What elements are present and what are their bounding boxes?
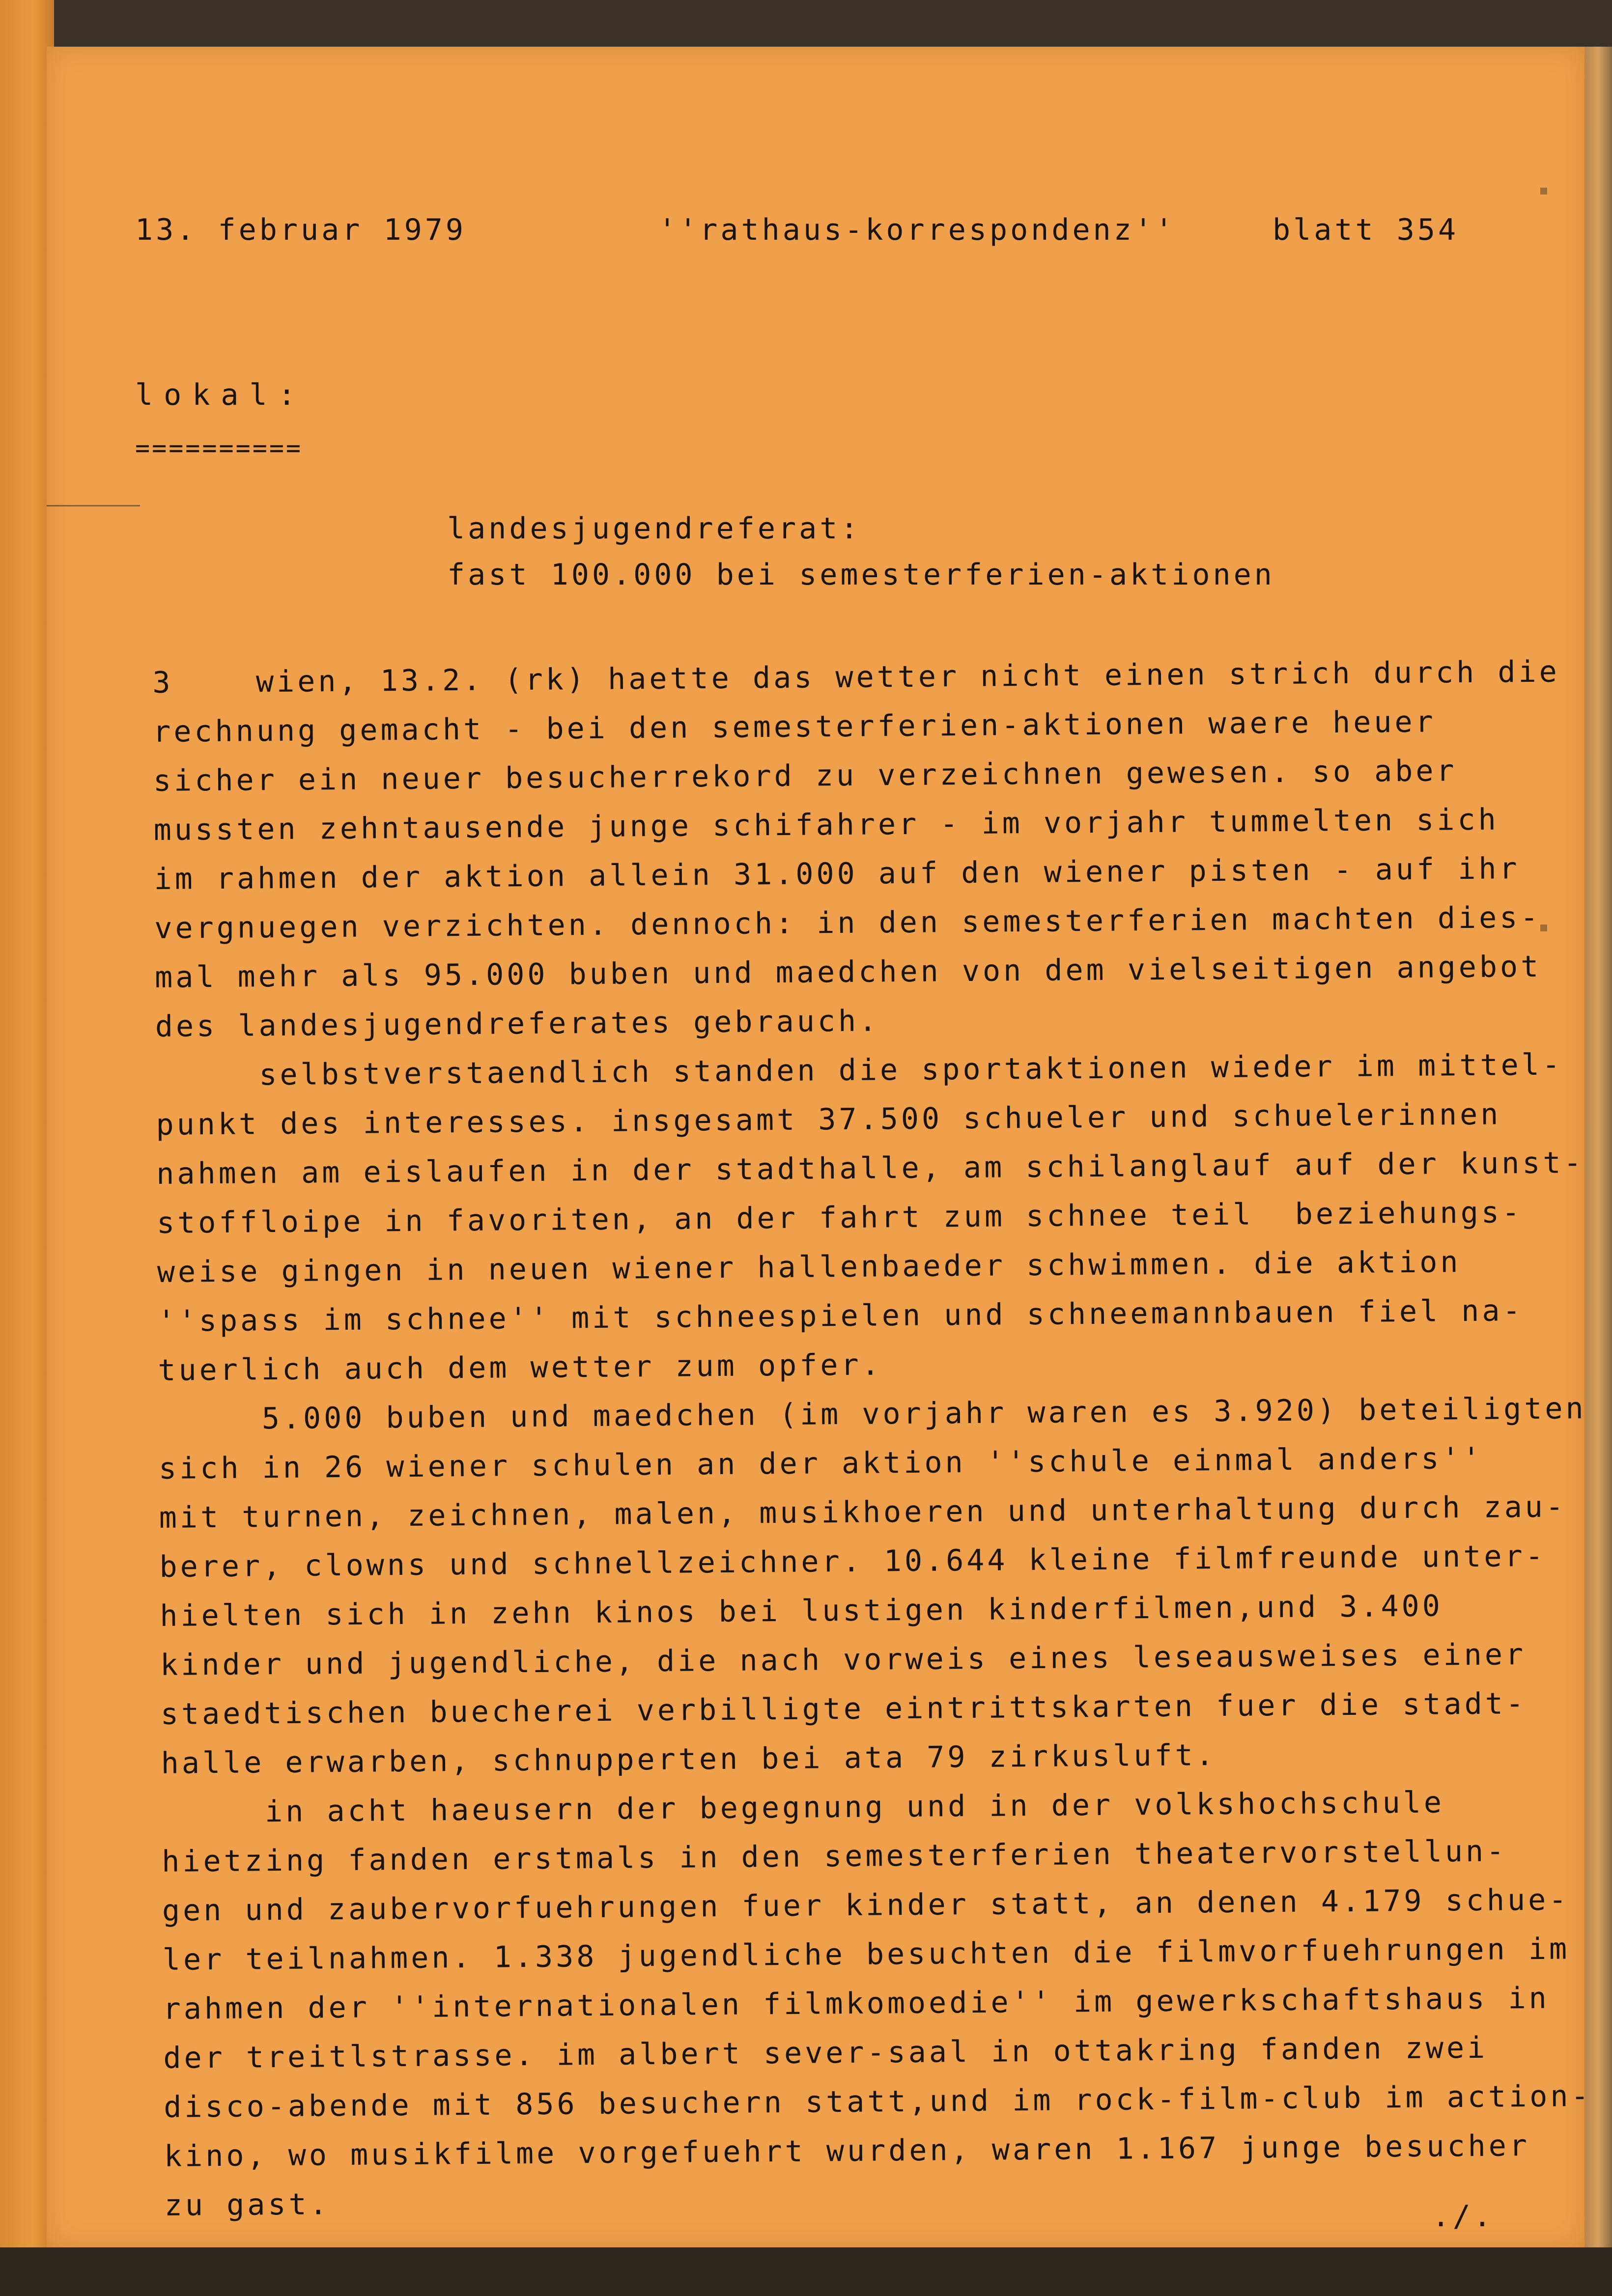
body-line: disco-abende mit 856 besuchern statt,und im rock-film-club im action- <box>163 2079 1592 2125</box>
paper-crease <box>47 505 140 506</box>
section-underline: ========== <box>135 434 303 462</box>
body-line: 5.000 buben und maedchen (im vorjahr waren es 3.920) beteiligten <box>158 1391 1586 1437</box>
body-line: hielten sich in zehn kinos bei lustigen kinderfilmen,und 3.400 <box>160 1589 1443 1633</box>
body-line: sicher ein neuer besucherrekord zu verzeichnen gewesen. so aber <box>153 754 1457 798</box>
article-body <box>152 647 1593 2230</box>
body-line: kinder und jugendliche, die nach vorweis eines leseausweises einer <box>160 1637 1527 1682</box>
body-line: berer, clowns und schnellzeichner. 10.644 kleine filmfreunde unter- <box>159 1539 1546 1584</box>
body-line: im rahmen der aktion allein 31.000 auf den wiener pisten - auf ihr <box>154 851 1520 896</box>
body-line: ler teilnahmen. 1.338 jugendliche besuchten die filmvorfuehrungen im <box>162 1932 1570 1977</box>
body-line: des landesjugendreferates gebrauch. <box>155 1004 880 1044</box>
body-line: rahmen der ''internationalen filmkomoedie'' im gewerkschaftshaus in <box>163 1981 1550 2026</box>
body-line: der treitlstrasse. im albert sever-saal in ottakring fanden zwei <box>163 2030 1488 2075</box>
body-line: vergnuegen verzichten. dennoch: in den semesterferien machten dies- <box>154 900 1541 946</box>
headline-line-1: landesjugendreferat: <box>447 511 861 546</box>
punch-mark <box>1540 188 1547 195</box>
scan-bottom-border <box>0 2247 1612 2296</box>
section-label: lokal: <box>135 378 307 412</box>
body-line: hietzing fanden erstmals in den semesterferien theatervorstellun- <box>161 1834 1507 1879</box>
body-line: gen und zaubervorfuehrungen fuer kinder statt, an denen 4.179 schue- <box>162 1882 1570 1928</box>
body-line: sich in 26 wiener schulen an der aktion ''schule einmal anders'' <box>158 1441 1484 1486</box>
body-line: nahmen am eislaufen in der stadthalle, am schilanglauf auf der kunst- <box>156 1146 1584 1191</box>
body-line: mussten zehntausende junge schifahrer - im vorjahr tummelten sich <box>153 802 1499 847</box>
body-line: in acht haeusern der begegnung und in der volkshochschule <box>161 1785 1445 1830</box>
body-line: stoffloipe in favoriten, an der fahrt zum schnee teil beziehungs- <box>156 1195 1523 1240</box>
body-line: halle erwarben, schnupperten bei ata 79 zirkusluft. <box>161 1738 1217 1781</box>
adjacent-page-edge <box>0 0 54 2296</box>
body-line: mal mehr als 95.000 buben und maedchen von dem vielseitigen angebot <box>154 949 1542 995</box>
body-line: 3 wien, 13.2. (rk) haette das wetter nicht einen strich durch die <box>152 654 1560 700</box>
body-line: selbstverstaendlich standen die sportaktionen wieder im mittel- <box>155 1047 1563 1093</box>
body-line: zu gast. <box>164 2187 330 2223</box>
header-publication: ''rathaus-korrespondenz'' <box>658 213 1176 247</box>
body-line: mit turnen, zeichnen, malen, musikhoeren und unterhaltung durch zau- <box>159 1489 1567 1535</box>
body-line: kino, wo musikfilme vorgefuehrt wurden, waren 1.167 junge besucher <box>164 2128 1530 2174</box>
body-line: ''spass im schnee'' mit schneespielen und schneemannbauen fiel na- <box>157 1293 1524 1339</box>
continuation-mark: ./. <box>1432 2199 1494 2234</box>
body-line: punkt des interesses. insgesamt 37.500 schueler und schuelerinnen <box>156 1097 1501 1142</box>
header-sheet-number: blatt 354 <box>1273 213 1459 247</box>
body-line: tuerlich auch dem wetter zum opfer. <box>158 1347 882 1388</box>
body-line: rechnung gemacht - bei den semesterferien-aktionen waere heuer <box>152 704 1437 749</box>
headline-line-2: fast 100.000 bei semesterferien-aktionen <box>447 558 1275 592</box>
body-line: weise gingen in neuen wiener hallenbaeder schwimmen. die aktion <box>157 1245 1461 1289</box>
body-line: staedtischen buecherei verbilligte eintrittskarten fuer die stadt- <box>160 1686 1527 1732</box>
header-date: 13. februar 1979 <box>135 213 466 247</box>
